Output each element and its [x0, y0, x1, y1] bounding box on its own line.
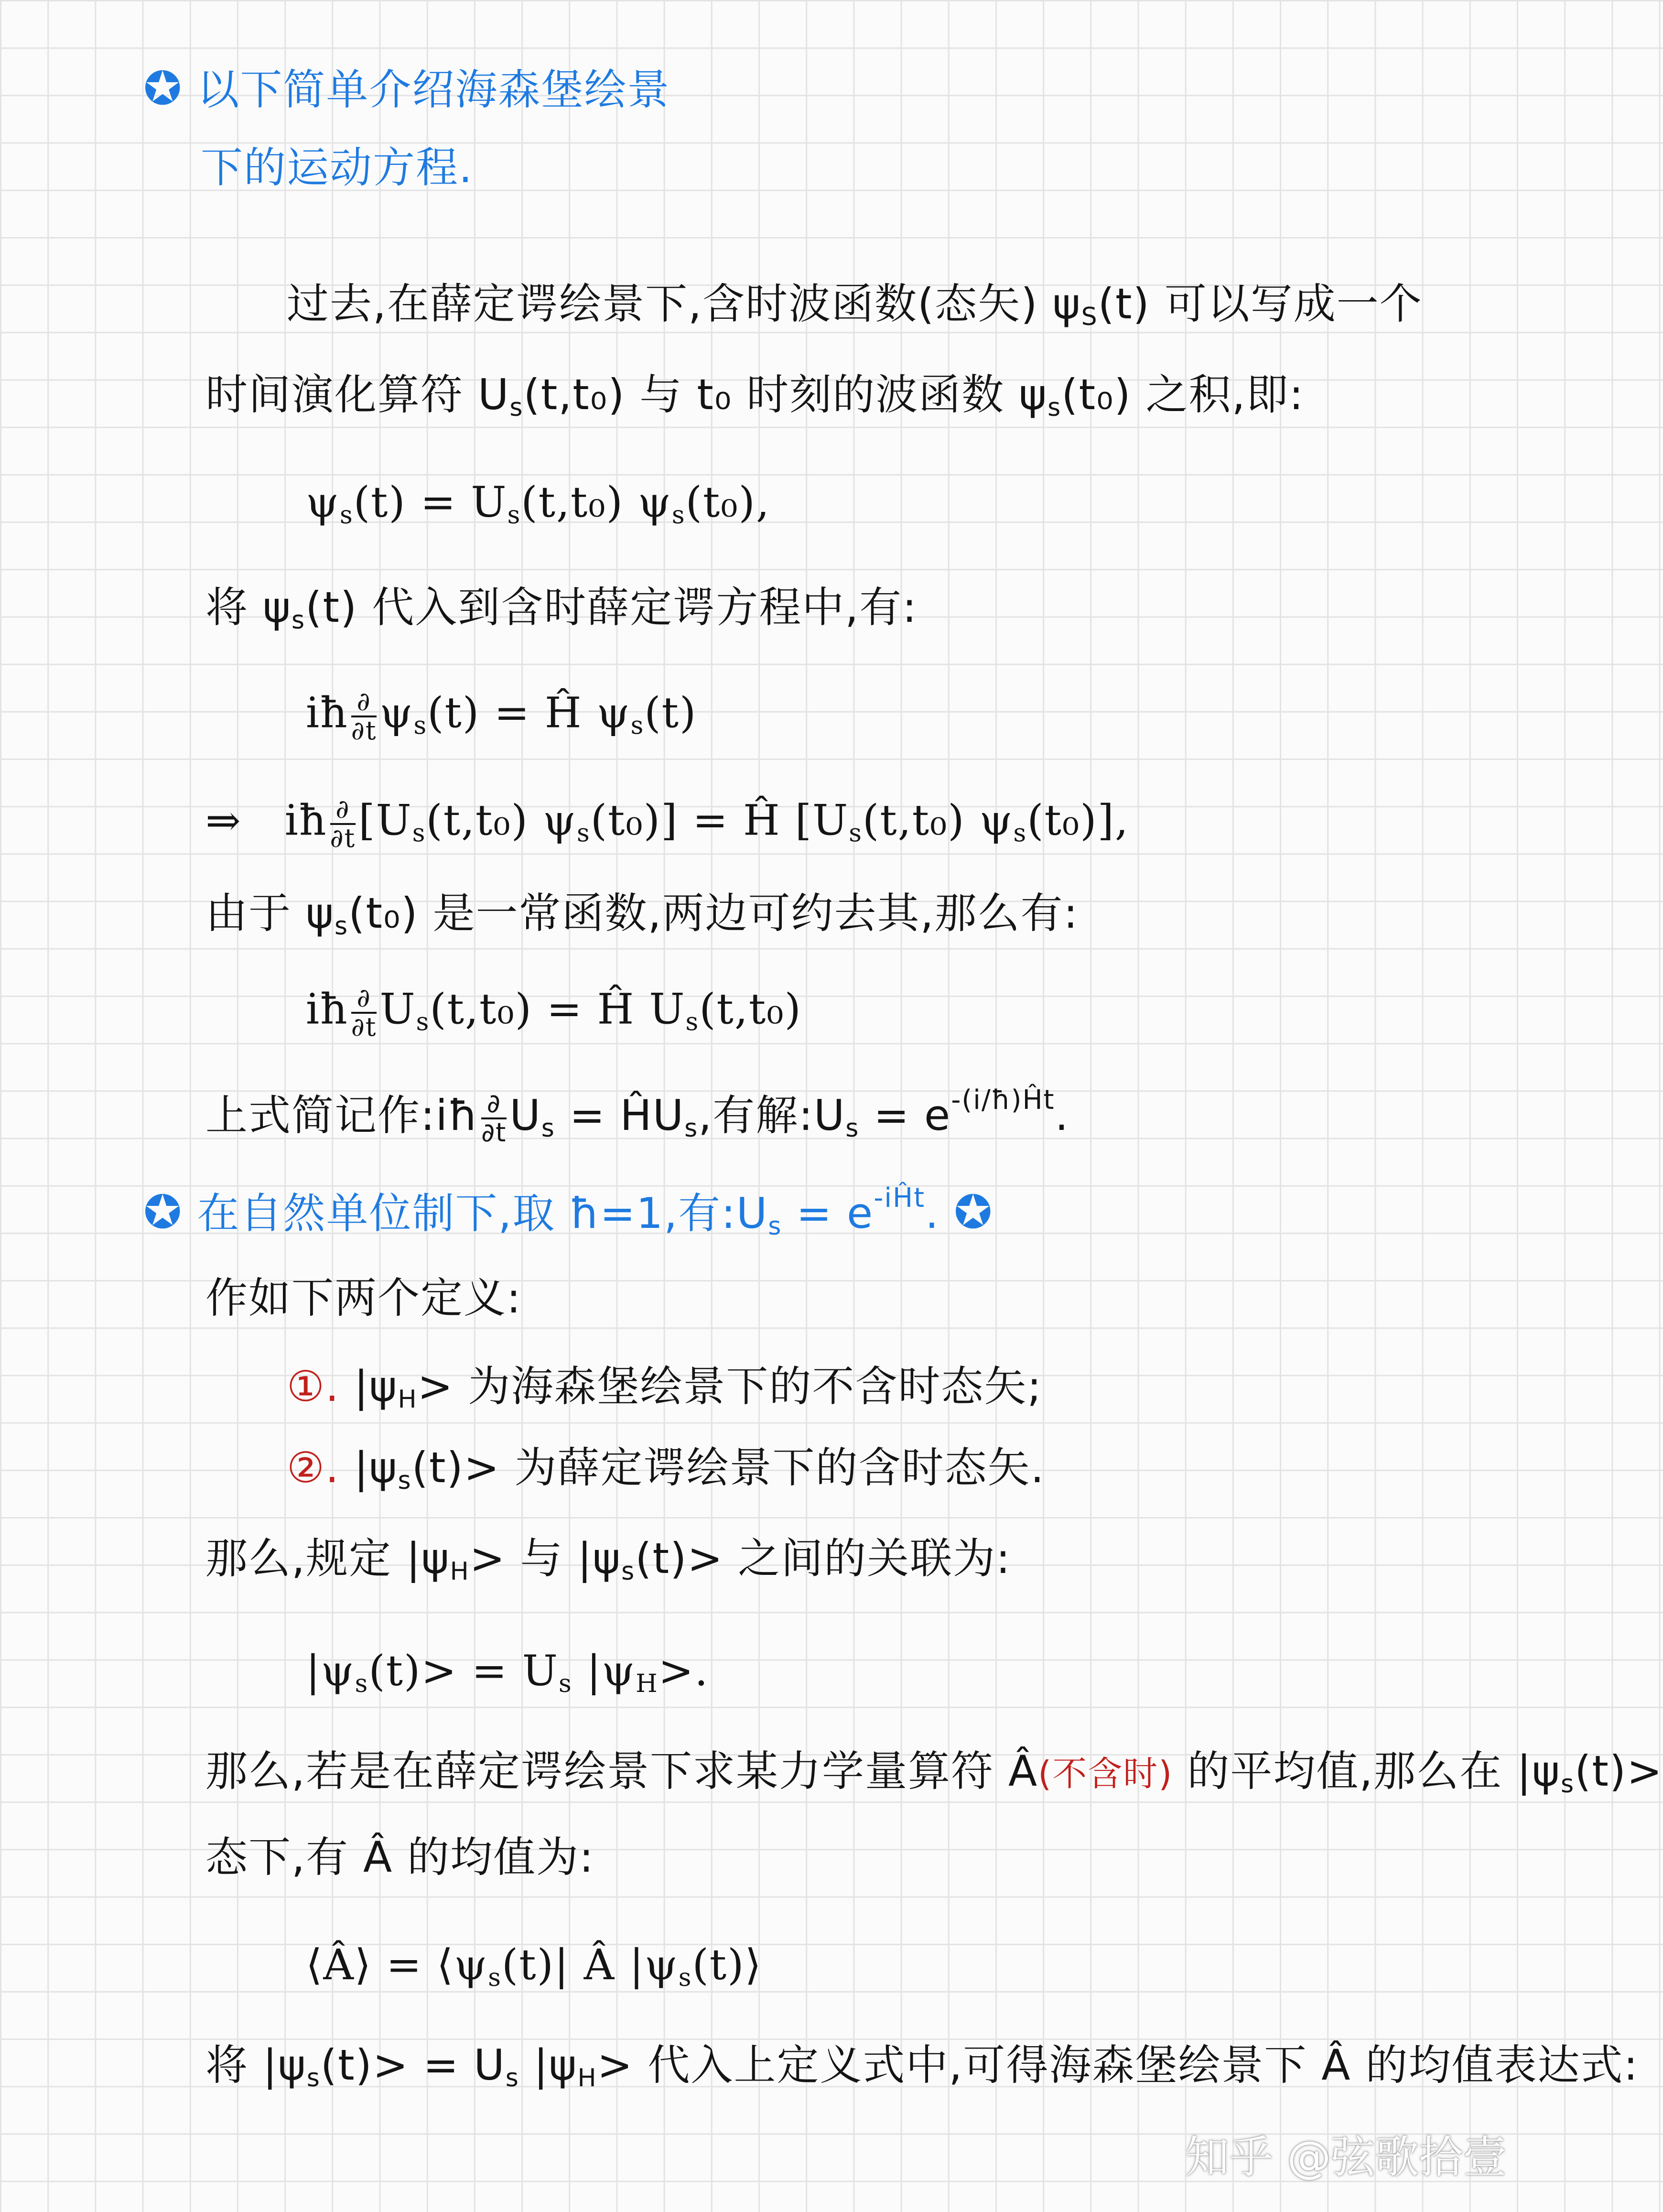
partial-fraction: $\frac{\partial}{\partial t}$ [351, 686, 377, 746]
para-2 [205, 370, 1304, 423]
eq5-b: (t)> = U [368, 1646, 559, 1695]
sub-s: s [671, 501, 686, 530]
para-3-b: (t) 代入到含时薛定谔方程中,有: [305, 583, 918, 632]
watermark: 知乎 @弦歌拾壹 [1185, 2132, 1507, 2183]
para-4 [205, 889, 1079, 941]
blue-b: = e [782, 1189, 874, 1238]
eq1-mid-2: (t,t₀) ψ [521, 477, 672, 527]
exponent: -(i/ħ)Ĥt [951, 1084, 1055, 1116]
heading-text-2: 下的运动方程. [201, 143, 473, 192]
def1-number: ①. [287, 1362, 340, 1411]
blue-end: . [925, 1189, 940, 1238]
sub-s: s [413, 711, 428, 740]
para-10-a: 将 |ψ [205, 2040, 307, 2090]
def1-text: |ψ [339, 1362, 398, 1411]
para-1-end: (t) 可以写成一个 [1098, 279, 1423, 328]
para-5-c: = ĤU [555, 1091, 685, 1140]
sub-s: s [768, 1212, 782, 1241]
partial-fraction: $\frac{\partial}{\partial t}$ [481, 1088, 507, 1148]
para-4-a: 由于 ψ [205, 889, 335, 938]
eq3-d: (t,t₀) ψ [862, 795, 1014, 845]
eq2-b: (t) = Ĥ ψ [427, 688, 631, 737]
para-10-b: (t)> = U [320, 2040, 506, 2090]
para-7-a: 那么,规定 |ψ [205, 1534, 450, 1583]
para-4-b: (t₀) 是一常函数,两边可约去其,那么有: [348, 889, 1079, 938]
partial-fraction: $\frac{\partial}{\partial t}$ [330, 794, 356, 853]
para-5 [205, 1085, 1069, 1147]
para-7-c: (t)> 之间的关联为: [635, 1534, 1011, 1583]
sub-s: s [1560, 1770, 1575, 1799]
para-5-d: ,有解:U [698, 1091, 846, 1140]
eq2-a: ψ [379, 688, 414, 737]
sub-s: s [340, 501, 354, 530]
para-5-b: U [509, 1091, 541, 1140]
eq6-a: ⟨Â⟩ = ⟨ψ [306, 1940, 488, 1989]
para-9-text: 态下,有 Â 的均值为: [205, 1832, 594, 1882]
heading-line-1 [143, 62, 670, 115]
sub-s: s [509, 393, 524, 422]
star-icon: ✪ [954, 1185, 993, 1239]
eq6-c: (t)⟩ [692, 1940, 762, 1989]
sub-s: s [684, 1114, 699, 1143]
equation-1 [306, 478, 770, 530]
para-8-a: 那么,若是在薛定谔绘景下求某力学量算符 Â [205, 1746, 1038, 1796]
sub-s: s [541, 1114, 555, 1143]
eq4-a: U [379, 984, 416, 1034]
sub-s: s [558, 1670, 572, 1698]
para-8-c: (t)> [1575, 1746, 1663, 1796]
para-8-red: (不含时) [1038, 1754, 1173, 1794]
sub-s: s [412, 819, 426, 848]
sub-s: s [355, 1670, 369, 1698]
eq1-psi: ψ [306, 477, 340, 527]
para-10 [205, 2041, 1639, 2093]
definition-1 [287, 1362, 1042, 1414]
sub-s: s [1047, 393, 1062, 422]
def2-end: (t)> 为薛定谔绘景下的含时态矢. [411, 1443, 1045, 1492]
sub-s: s [292, 606, 306, 635]
equation-5 [306, 1647, 709, 1699]
para-6 [205, 1274, 522, 1322]
eq3-b: (t,t₀) ψ [426, 795, 577, 845]
para-2-b: (t,t₀) 与 t₀ 时刻的波函数 ψ [523, 370, 1048, 419]
eq5-d: >. [658, 1646, 709, 1695]
eq3-c: (t₀)] = Ĥ [U [590, 795, 849, 845]
para-6-text: 作如下两个定义: [205, 1273, 522, 1323]
para-1 [287, 280, 1423, 332]
sub-s: s [685, 1008, 700, 1037]
sub-s: s [416, 1008, 430, 1037]
equation-6 [306, 1941, 762, 1993]
def2-text: |ψ [339, 1443, 398, 1492]
para-8-b: 的平均值,那么在 |ψ [1173, 1746, 1561, 1796]
ihbar: iħ [306, 688, 348, 737]
heading-line-2 [201, 143, 473, 192]
sub-s: s [845, 1114, 860, 1143]
eq6-b: (t)| Â |ψ [501, 1940, 679, 1989]
equation-3 [205, 796, 1129, 852]
heading-text-1: 以下简单介绍海森堡绘景 [197, 65, 670, 114]
sub-s: s [306, 2064, 321, 2093]
para-9 [205, 1833, 594, 1881]
eq5-a: |ψ [306, 1646, 355, 1695]
para-2-a: 时间演化算符 U [205, 370, 510, 419]
sub-h: H [398, 1385, 418, 1414]
para-3-a: 将 ψ [205, 583, 292, 632]
eq3-e: (t₀)], [1027, 795, 1129, 845]
para-7 [205, 1534, 1011, 1586]
sub-h: H [450, 1557, 470, 1586]
ihbar: iħ [306, 984, 348, 1034]
sub-s: s [335, 912, 349, 941]
para-7-b: > 与 |ψ [469, 1534, 622, 1583]
eq3-a: [U [358, 795, 412, 845]
sub-s: S [1081, 303, 1098, 331]
ihbar: iħ [435, 1091, 479, 1140]
partial-fraction: $\frac{\partial}{\partial t}$ [351, 983, 377, 1042]
eq5-c: |ψ [572, 1646, 636, 1695]
equation-4 [306, 985, 802, 1041]
eq4-b: (t,t₀) = Ĥ U [430, 984, 686, 1034]
sub-h: H [636, 1670, 659, 1698]
sub-s: s [1013, 819, 1027, 848]
ihbar: iħ [284, 795, 327, 845]
equation-2 [306, 688, 697, 744]
def2-number: ②. [287, 1443, 340, 1492]
implies-icon: ⇒ [205, 795, 242, 845]
para-5-e: = e [859, 1091, 951, 1140]
para-2-c: (t₀) 之积,即: [1061, 370, 1305, 419]
para-10-d: > 代入上定义式中,可得海森堡绘景下 Â 的均值表达式: [597, 2040, 1639, 2090]
sub-s: s [630, 711, 645, 740]
sub-s: s [488, 1963, 502, 1992]
sub-s: s [621, 1557, 636, 1586]
eq2-c: (t) [644, 688, 697, 737]
sub-s: s [849, 819, 863, 848]
eq1-mid: (t) = U [353, 477, 508, 527]
star-icon: ✪ [143, 62, 183, 115]
eq4-c: (t,t₀) [699, 984, 802, 1034]
sub-s: s [678, 1963, 692, 1992]
para-3 [205, 583, 918, 635]
eq1-end: (t₀), [685, 477, 770, 527]
para-8 [205, 1747, 1663, 1799]
para-5-a: 上式简记作: [205, 1091, 436, 1140]
sub-s: s [507, 501, 521, 530]
para-5-end: . [1055, 1091, 1069, 1140]
definition-2 [287, 1443, 1045, 1496]
sub-s: s [505, 2064, 519, 2093]
exponent: -iĤt [874, 1182, 926, 1214]
sub-s: s [577, 819, 591, 848]
para-10-c: |ψ [519, 2040, 578, 2090]
para-1-text: 过去,在薛定谔绘景下,含时波函数(态矢) ψ [287, 279, 1081, 328]
star-icon: ✪ [143, 1185, 183, 1239]
sub-s: s [398, 1466, 412, 1495]
blue-a: 在自然单位制下,取 ħ=1,有:U [197, 1189, 768, 1238]
natural-units-line [143, 1183, 993, 1241]
sub-h: H [577, 2064, 597, 2093]
def1-end: > 为海森堡绘景下的不含时态矢; [417, 1362, 1043, 1411]
